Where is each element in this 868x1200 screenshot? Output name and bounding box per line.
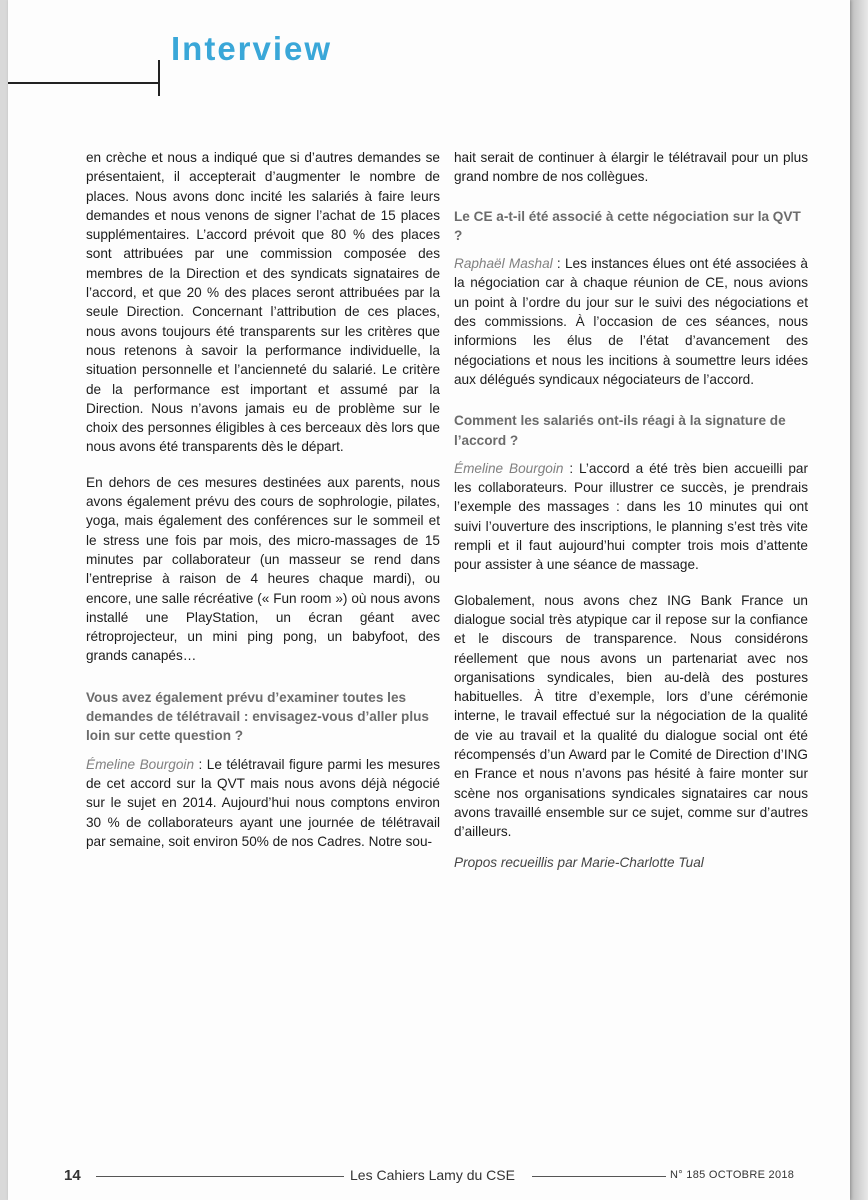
answer-text: : L’accord a été très bien accueilli par les collaborateurs. Pour illustrer ce succès, je prendrais l’exemple des massages : dans les 10 minutes qui ont suivi l’ouverture des inscriptions, le planning s’est très vite rempli et il faut aujourd’hui compter trois mois d’attente pour assister à une séance de massage. — [454, 460, 808, 573]
header-rule — [8, 82, 158, 84]
body-paragraph: Globalement, nous avons chez ING Bank France un dialogue social très atypique car il repose sur la confiance et le discours de transparence. Nous considérons réellement que nous avons un partenariat avec nos organisations syndicales, bien au-delà des postures habituelles. À titre d’exemple, lors d’une cérémonie interne, le travail effectué sur la négociation de la qualité de vie au travail et la qualité du dialogue social ont été récompensés d’un Award par le Comité de Direction d’ING en France et nous n’avons pas hésité à faire monter sur scène nos organisations syndicales signataires car nous avons travaillé ensemble sur ce sujet, comme sur d’autres d’ailleurs. — [454, 592, 808, 840]
interview-credit: Propos recueillis par Marie-Charlotte Tual — [454, 854, 704, 870]
speaker-name: Raphaël Mashal — [454, 256, 553, 272]
interview-answer — [454, 459, 808, 575]
page-number: 14 — [64, 1167, 81, 1184]
publication-name: Les Cahiers Lamy du CSE — [350, 1167, 515, 1183]
body-paragraph: En dehors de ces mesures destinées aux parents, nous avons également prévu des cours de sophrologie, pilates, yoga, mais également des conférences sur le sommeil et le stress une fois par mois, des micro-massages de 15 minutes par collaborateur (un masseur se rend dans l’entreprise à raison de 4 heures chaque mardi), ou encore, une salle récréative (« Fun room ») où nous avons installé une PlayStation, un écran géant avec rétroprojecteur, un mini ping pong, un babyfoot, des grands canapés… — [86, 474, 440, 664]
interview-question: Le CE a-t-il été associé à cette négociation sur la QVT ? — [454, 208, 801, 243]
right-column — [454, 148, 808, 883]
speaker-name: Émeline Bourgoin — [454, 460, 564, 476]
body-paragraph: en crèche et nous a indiqué que si d’autres demandes se présentaient, il accepterait d’augmenter le nombre de places. Nous avons donc incité les salariés à faire leurs demandes et nous venons de signer l’achat de 15 places supplémentaires. L’accord prévoit que 80 % des places sont attribuées par une commission composée des membres de la Direction et des syndicats signataires de l’accord, et que 20 % des places seront attribuées par la seule Direction. Concernant l’attribution de ces places, nous avons toujours été transparents sur les critères que nous retenons à savoir la performance individuelle, la situation personnelle et l’ancienneté du salarié. Le critère de la performance est important et assumé par la Direction. Nous n’avons jamais eu de problème sur le choix des personnes éligibles à ces berceaux dès lors que nous avons été transparents dès le départ. — [86, 150, 440, 455]
interview-question: Comment les salariés ont-ils réagi à la signature de l’accord ? — [454, 413, 786, 448]
speaker-name: Émeline Bourgoin — [86, 756, 195, 772]
section-title: Interview — [171, 30, 333, 67]
answer-text: : Les instances élues ont été associées à la négociation car à chaque réunion de CE, nous avions un point à l’ordre du jour sur le suivi des négociations et des commissions. À l’occasion de ces séances, nous informions les élus de l’état d’avancement des négociations et nous les incitions à soumettre leurs idées aux délégués syndicaux négociateurs de l’accord. — [454, 256, 808, 387]
page-footer — [8, 1165, 850, 1189]
interview-answer — [454, 254, 808, 389]
interview-answer — [86, 755, 440, 851]
left-column — [86, 148, 440, 862]
footer-rule-left — [96, 1176, 344, 1177]
interview-question: Vous avez également prévu d’examiner toutes les demandes de télétravail : envisagez-vous d’aller plus loin sur cette question ? — [86, 689, 429, 744]
answer-text: : Le télétravail figure parmi les mesures de cet accord sur la QVT mais nous avons déjà négocié sur le sujet en 2014. Aujourd’hui nous comptons environ 30 % de collaborateurs ayant une journée de télétravail par semaine, soit environ 50% de nos Cadres. Notre sou- — [86, 756, 440, 849]
footer-rule-right — [532, 1176, 666, 1177]
magazine-page — [8, 0, 850, 1200]
adjacent-page-edge — [850, 0, 868, 1200]
header-tick — [158, 60, 160, 96]
issue-info: N° 185 OCTOBRE 2018 — [670, 1169, 795, 1181]
body-paragraph: hait serait de continuer à élargir le télétravail pour un plus grand nombre de nos collègues. — [454, 150, 808, 185]
section-header — [8, 0, 333, 96]
